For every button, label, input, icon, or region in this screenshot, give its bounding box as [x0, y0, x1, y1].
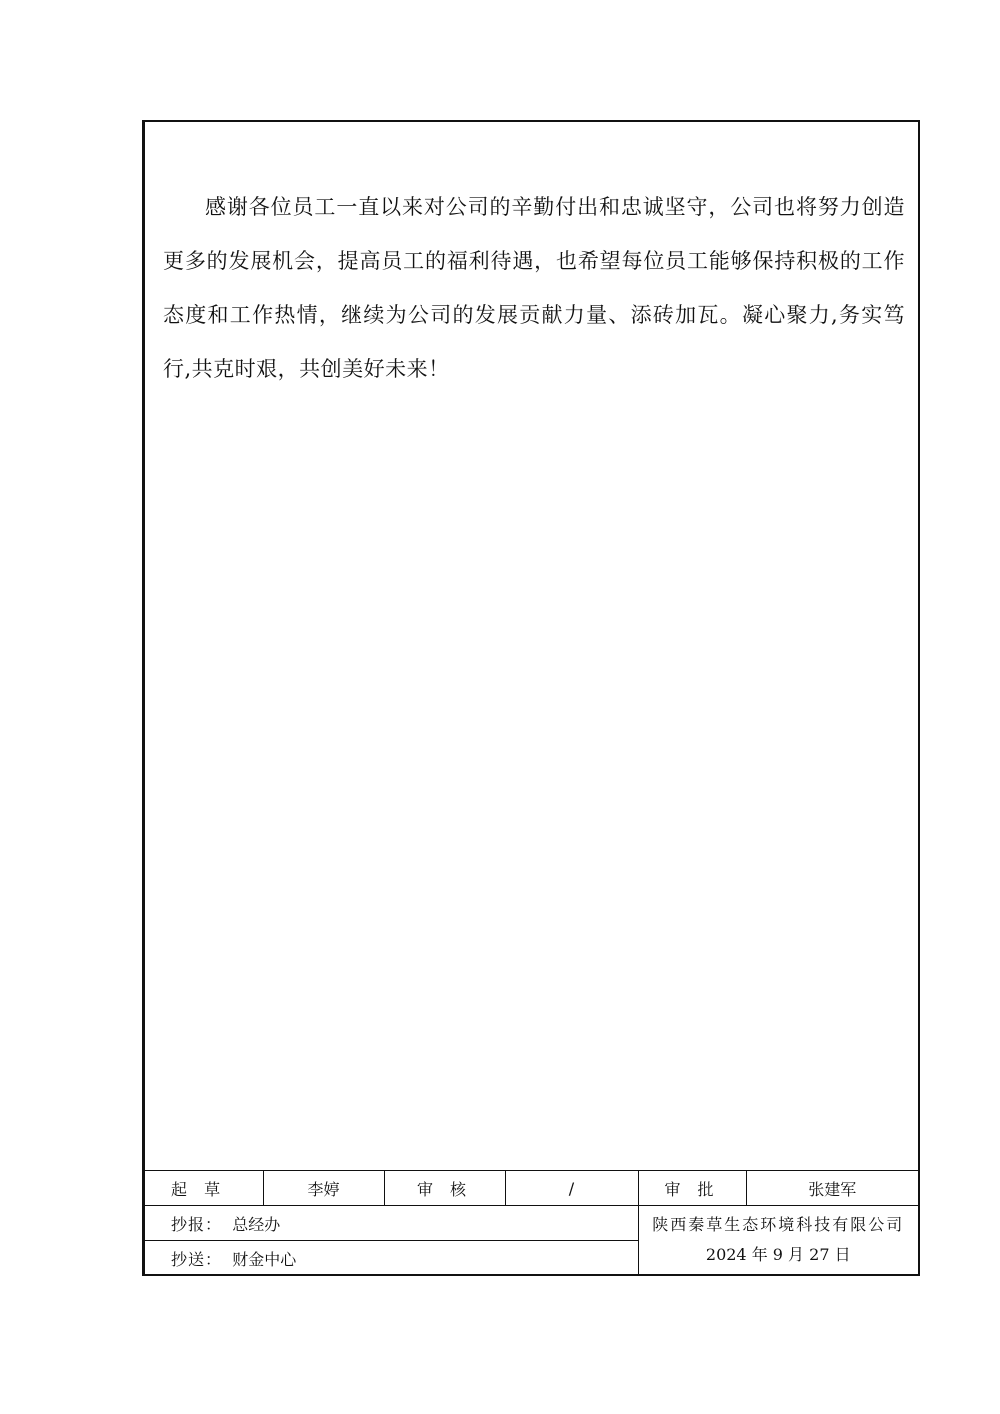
signoff-row-report [145, 1206, 918, 1241]
approver-value: 张建军 [746, 1171, 918, 1206]
signoff-table [145, 1170, 918, 1276]
report-to-label: 抄报： [171, 1214, 223, 1234]
copy-to-cell [145, 1241, 638, 1276]
approver-label: 审 批 [638, 1171, 746, 1206]
report-to-cell [145, 1206, 638, 1241]
body-paragraph: 感谢各位员工一直以来对公司的辛勤付出和忠诚坚守，公司也将努力创造更多的发展机会，提高员工的福利待遇，也希望每位员工能够保持积极的工作态度和工作热情，继续为公司的发展贡献力量、添砖加瓦。凝心聚力,务实笃行,共克时艰，共创美好未来！ [163, 195, 905, 381]
company-name: 陕西秦草生态环境科技有限公司 [652, 1215, 905, 1235]
issue-date: 2024 年 9 月 27 日 [705, 1245, 851, 1265]
drafter-label: 起 草 [145, 1171, 263, 1206]
reviewer-value: / [505, 1171, 638, 1206]
signoff-row-names [145, 1171, 918, 1206]
document-frame [142, 120, 920, 1276]
copy-to-value: 财金中心 [232, 1249, 297, 1269]
company-cell [638, 1206, 918, 1276]
copy-to-label: 抄送： [171, 1249, 223, 1269]
report-to-value: 总经办 [232, 1214, 281, 1234]
reviewer-label: 审 核 [384, 1171, 505, 1206]
drafter-value: 李婷 [263, 1171, 384, 1206]
